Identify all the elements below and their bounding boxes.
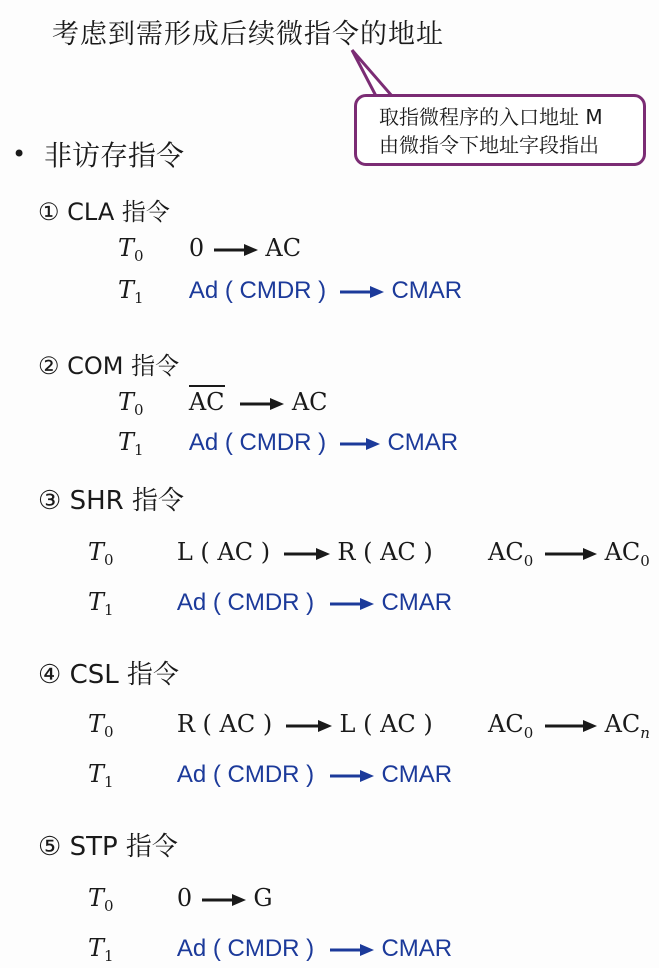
instruction-number: ⑤ [38, 832, 62, 862]
callout-line-1: 取指微程序的入口地址 M [379, 105, 603, 129]
micro-op-source: Ad ( CMDR ) [188, 429, 327, 456]
arrow-icon [322, 597, 374, 611]
micro-op-target: AC [265, 234, 302, 262]
instruction-header-cla [38, 192, 170, 227]
instruction-name: COM 指令 [67, 352, 180, 380]
arrow-icon [334, 285, 384, 299]
micro-op-target: CMAR [381, 935, 453, 962]
page-title: 考虑到需形成后续微指令的地址 [52, 19, 444, 50]
instruction-header-stp [38, 826, 178, 863]
micro-op-target: R ( AC ) [337, 538, 433, 566]
micro-op-source-complement: AC [189, 385, 225, 416]
time-label: $T_1$ [118, 428, 144, 459]
arrow-icon [541, 547, 597, 561]
micro-op-row-t1 [118, 428, 458, 459]
arrow-icon [280, 719, 332, 733]
arrow-icon [232, 397, 284, 411]
arrow-icon [322, 943, 374, 957]
time-label: $T_0$ [88, 710, 114, 741]
micro-op-source: Ad ( CMDR ) [176, 935, 315, 962]
micro-op-source-2: $AC_0$ [488, 710, 534, 742]
time-label: $T_1$ [118, 276, 144, 307]
time-label: $T_1$ [88, 760, 114, 791]
micro-op-row-t0 [118, 388, 328, 419]
time-label: $T_0$ [88, 884, 114, 915]
time-label: $T_0$ [88, 538, 114, 569]
instruction-name: CSL 指令 [69, 660, 179, 690]
instruction-number: ① [38, 198, 60, 226]
arrow-icon [278, 547, 330, 561]
instruction-header-csl [38, 654, 179, 691]
micro-op-row-t1 [118, 276, 462, 307]
micro-op-row-t0 [118, 234, 301, 265]
instruction-name: SHR 指令 [69, 486, 184, 516]
micro-op-row-t1 [88, 588, 452, 619]
micro-op-source: R ( AC ) [176, 710, 273, 738]
micro-op-target: L ( AC ) [339, 710, 433, 738]
instruction-number: ③ [38, 486, 62, 516]
micro-op-target: CMAR [391, 277, 463, 304]
time-label: $T_0$ [118, 234, 144, 265]
callout-box [354, 94, 646, 166]
time-label: $T_1$ [88, 934, 114, 965]
time-label: $T_1$ [88, 588, 114, 619]
instruction-name: CLA 指令 [67, 198, 170, 226]
bullet-icon: • [12, 140, 27, 168]
micro-op-target: CMAR [387, 429, 459, 456]
micro-op-target: G [253, 884, 273, 912]
time-label: $T_0$ [118, 388, 144, 419]
micro-op-source: Ad ( CMDR ) [176, 589, 315, 616]
arrow-icon [334, 437, 380, 451]
micro-op-target: CMAR [381, 761, 453, 788]
micro-op-row-t0 [88, 884, 273, 915]
micro-op-source: Ad ( CMDR ) [176, 761, 315, 788]
micro-op-source: 0 [176, 884, 193, 912]
micro-op-row-t0 [88, 710, 650, 742]
arrow-icon [200, 893, 246, 907]
micro-op-target-2: $AC_n$ [604, 710, 650, 742]
arrow-icon [322, 769, 374, 783]
micro-op-source: L ( AC ) [176, 538, 271, 566]
instruction-header-shr [38, 480, 184, 517]
instruction-name: STP 指令 [69, 832, 178, 862]
micro-op-source-2: $AC_0$ [488, 538, 534, 570]
micro-op-row-t0 [88, 538, 650, 570]
micro-op-target: CMAR [381, 589, 453, 616]
micro-op-row-t1 [88, 760, 452, 791]
arrow-icon [212, 243, 258, 257]
micro-op-target: AC [291, 388, 328, 416]
instruction-number: ④ [38, 660, 62, 690]
instruction-header-com [38, 346, 179, 381]
arrow-icon [541, 719, 597, 733]
micro-op-source: 0 [188, 234, 205, 262]
callout-line-2: 由微指令下地址字段指出 [379, 133, 599, 157]
section-title: 非访存指令 [44, 139, 185, 172]
micro-op-target-2: $AC_0$ [604, 538, 650, 570]
instruction-number: ② [38, 352, 60, 380]
micro-op-source: Ad ( CMDR ) [188, 277, 327, 304]
micro-op-row-t1 [88, 934, 452, 965]
